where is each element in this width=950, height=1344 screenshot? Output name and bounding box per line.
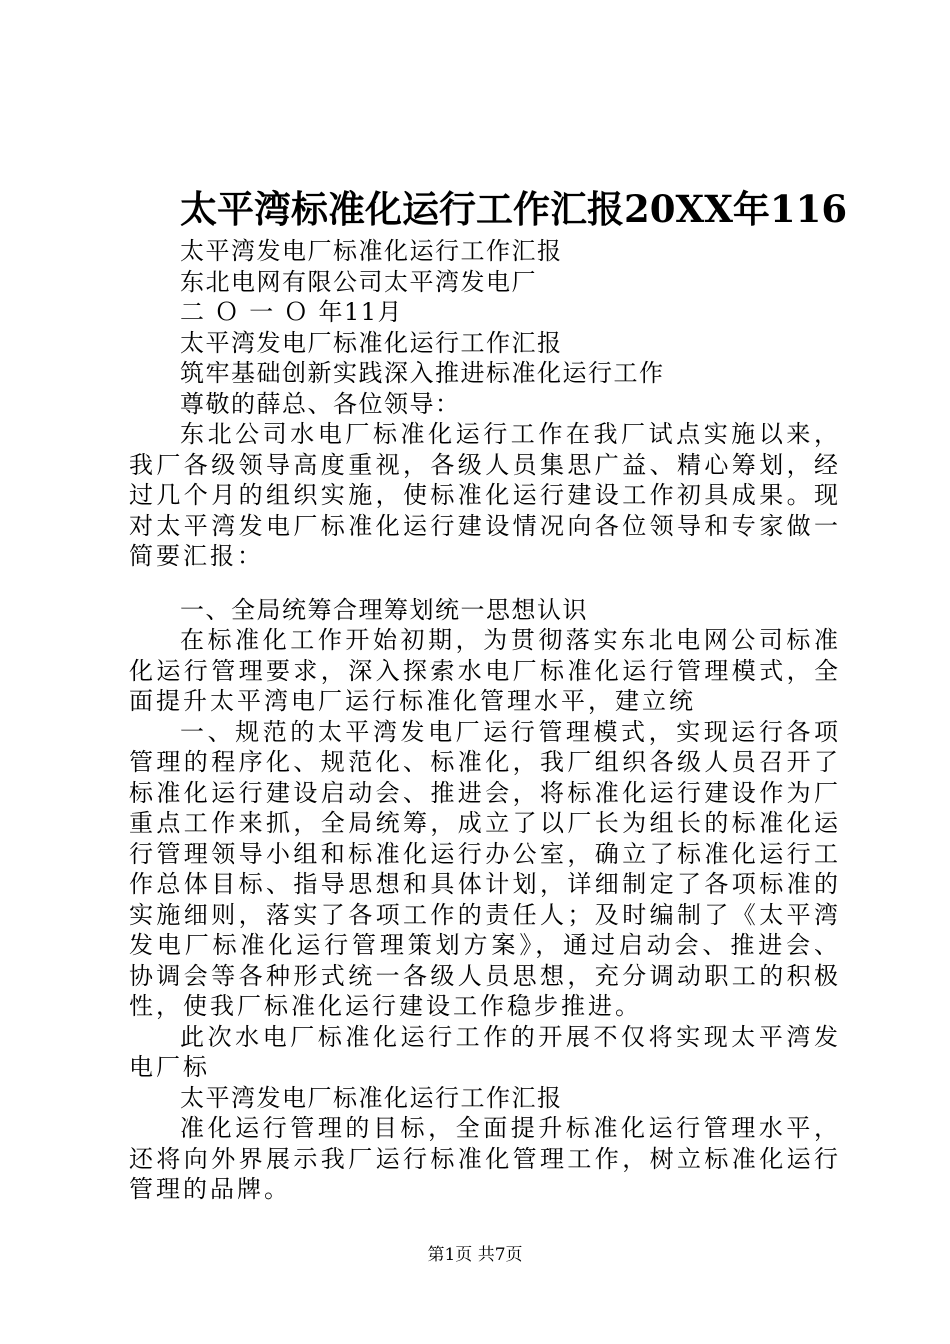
paragraph-intro: 东北公司水电厂标准化运行工作在我厂试点实施以来，我厂各级领导高度重视，各级人员集思广益、精心筹划，经过几个月的组织实施，使标准化运行建设工作初具成果。现对太平湾发电厂标准化运行建设情况向各位领导和专家做一简要汇报：: [129, 420, 841, 570]
paragraph-management-model: 一、规范的太平湾发电厂运行管理模式，实现运行各项管理的程序化、规范化、标准化，我厂组织各级人员召开了标准化运行建设启动会、推进会，将标准化运行建设作为厂重点工作来抓，全局统筹，成立了以厂长为组长的标准化运行管理领导小组和标准化运行办公室，确立了标准化运行工作总体目标、指导思想和具体计划，详细制定了各项标准的实施细则，落实了各项工作的责任人；及时编制了《太平湾发电厂标准化运行管理策划方案》，通过启动会、推进会、协调会等各种形式统一各级人员思想，充分调动职工的积极性，使我厂标准化运行建设工作稳步推进。: [129, 717, 841, 1020]
page-footer: 第1页 共7页: [427, 1245, 523, 1265]
document-title: 太平湾标准化运行工作汇报20XX年116: [180, 187, 848, 231]
repeat-heading: 太平湾发电厂标准化运行工作汇报: [180, 1083, 563, 1112]
paragraph-gap: [129, 572, 841, 595]
paragraph-initial-stage: 在标准化工作开始初期，为贯彻落实东北电网公司标准化运行管理要求，深入探索水电厂标准化运行管理模式，全面提升太平湾电厂运行标准化管理水平，建立统: [129, 626, 841, 715]
header-line-report-title: 太平湾发电厂标准化运行工作汇报: [180, 328, 563, 357]
header-line-company: 东北电网有限公司太平湾发电厂: [180, 267, 537, 296]
salutation: 尊敬的薛总、各位领导：: [180, 389, 461, 418]
document-body: [129, 236, 841, 1205]
section-heading: 一、全局统筹合理筹划统一思想认识: [180, 595, 588, 624]
header-line-date: 二 Ｏ 一 Ｏ 年11月: [180, 298, 404, 326]
header-line-subtitle: 筑牢基础创新实践深入推进标准化运行工作: [180, 359, 665, 387]
paragraph-goal: 准化运行管理的目标，全面提升标准化运行管理水平，还将向外界展示我厂运行标准化管理工作，树立标准化运行管理的品牌。: [129, 1114, 841, 1203]
paragraph-significance: 此次水电厂标准化运行工作的开展不仅将实现太平湾发电厂标: [129, 1022, 841, 1081]
header-line-plant-report: 太平湾发电厂标准化运行工作汇报: [180, 237, 563, 265]
